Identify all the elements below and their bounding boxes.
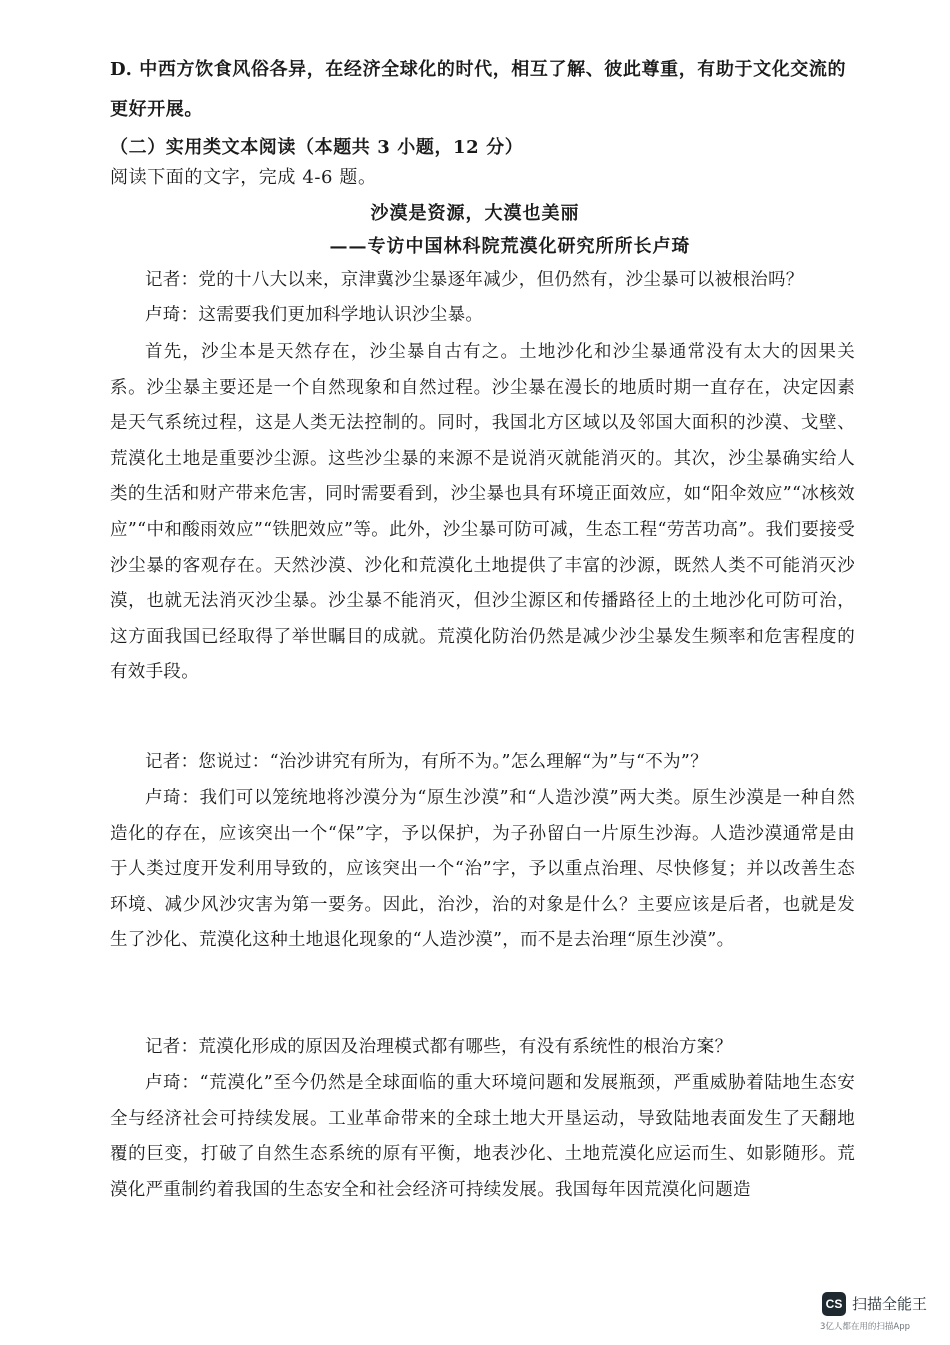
answer-1-body: 首先，沙尘本是天然存在，沙尘暴自古有之。土地沙化和沙尘暴通常没有太大的因果关系。沙尘暴主要还是一个自然现象和自然过程。沙尘暴在漫长的地质时期一直存在，决定因素是天气系统过程，这是人类无法控制的。同时，我国北方区域以及邻国大面积的沙漠、戈壁、荒漠化土地是重要沙尘源。这些沙尘暴的来源不是说消灭就能消灭的。其次，沙尘暴确实给人类的生活和财产带来危害，同时需要看到，沙尘暴也具有环境正面效应，如“阳伞效应”“冰核效应”“中和酸雨效应”“铁肥效应”等。此外，沙尘暴可防可减，生态工程“劳苦功高”。我们要接受沙尘暴的客观存在。天然沙漠、沙化和荒漠化土地提供了丰富的沙源，既然人类不可能消灭沙漠，也就无法消灭沙尘暴。沙尘暴不能消灭，但沙尘源区和传播路径上的土地沙化可防可治，这方面我国已经取得了举世瞩目的成就。荒漠化防治仍然是减少沙尘暴发生频率和危害程度的有效手段。 <box>110 342 855 683</box>
option-d-line1: D. 中西方饮食风俗各异，在经济全球化的时代，相互了解、彼此尊重，有助于文化交流的 <box>110 59 847 80</box>
article-title: 沙漠是资源，大漠也美丽 <box>370 203 580 224</box>
article-subtitle: ——专访中国林科院荒漠化研究所所长卢琦 <box>329 236 691 257</box>
question-2: 记者：您说过：“治沙讲究有所为，有所不为。”怎么理解“为”与“不为”？ <box>145 752 708 772</box>
option-d-line2: 更好开展。 <box>110 99 203 120</box>
scanner-tagline: 3亿人都在用的扫描App <box>820 1322 911 1332</box>
answer-1-intro: 卢琦：这需要我们更加科学地认识沙尘暴。 <box>145 305 484 325</box>
question-3: 记者：荒漠化形成的原因及治理模式都有哪些，有没有系统性的根治方案？ <box>145 1037 733 1057</box>
section-header: （二）实用类文本阅读（本题共 3 小题，12 分） <box>110 137 524 158</box>
question-1: 记者：党的十八大以来，京津冀沙尘暴逐年减少，但仍然有，沙尘暴可以被根治吗？ <box>145 270 804 290</box>
scanner-app-name: 扫描全能王 <box>852 1295 928 1313</box>
answer-2: 卢琦：我们可以笼统地将沙漠分为“原生沙漠”和“人造沙漠”两大类。原生沙漠是一种自然造化的存在，应该突出一个“保”字，予以保护，为子孙留白一片原生沙海。人造沙漠通常是由于人类过度开发利用导致的，应该突出一个“治”字，予以重点治理、尽快修复；并以改善生态环境、减少风沙灾害为第一要务。因此，治沙，治的对象是什么？主要应该是后者，也就是发生了沙化、荒漠化这种土地退化现象的“人造沙漠”，而不是去治理“原生沙漠”。 <box>110 788 855 951</box>
scanner-logo-icon: CS <box>822 1292 846 1316</box>
answer-3: 卢琦：“荒漠化”至今仍然是全球面临的重大环境问题和发展瓶颈，严重威胁着陆地生态安全与经济社会可持续发展。工业革命带来的全球土地大开垦运动，导致陆地表面发生了天翻地覆的巨变，打破了自然生态系统的原有平衡，地表沙化、土地荒漠化应运而生、如影随形。荒漠化严重制约着我国的生态安全和社会经济可持续发展。我国每年因荒漠化问题造 <box>110 1073 855 1200</box>
reading-instruction: 阅读下面的文字，完成 4-6 题。 <box>110 167 377 188</box>
